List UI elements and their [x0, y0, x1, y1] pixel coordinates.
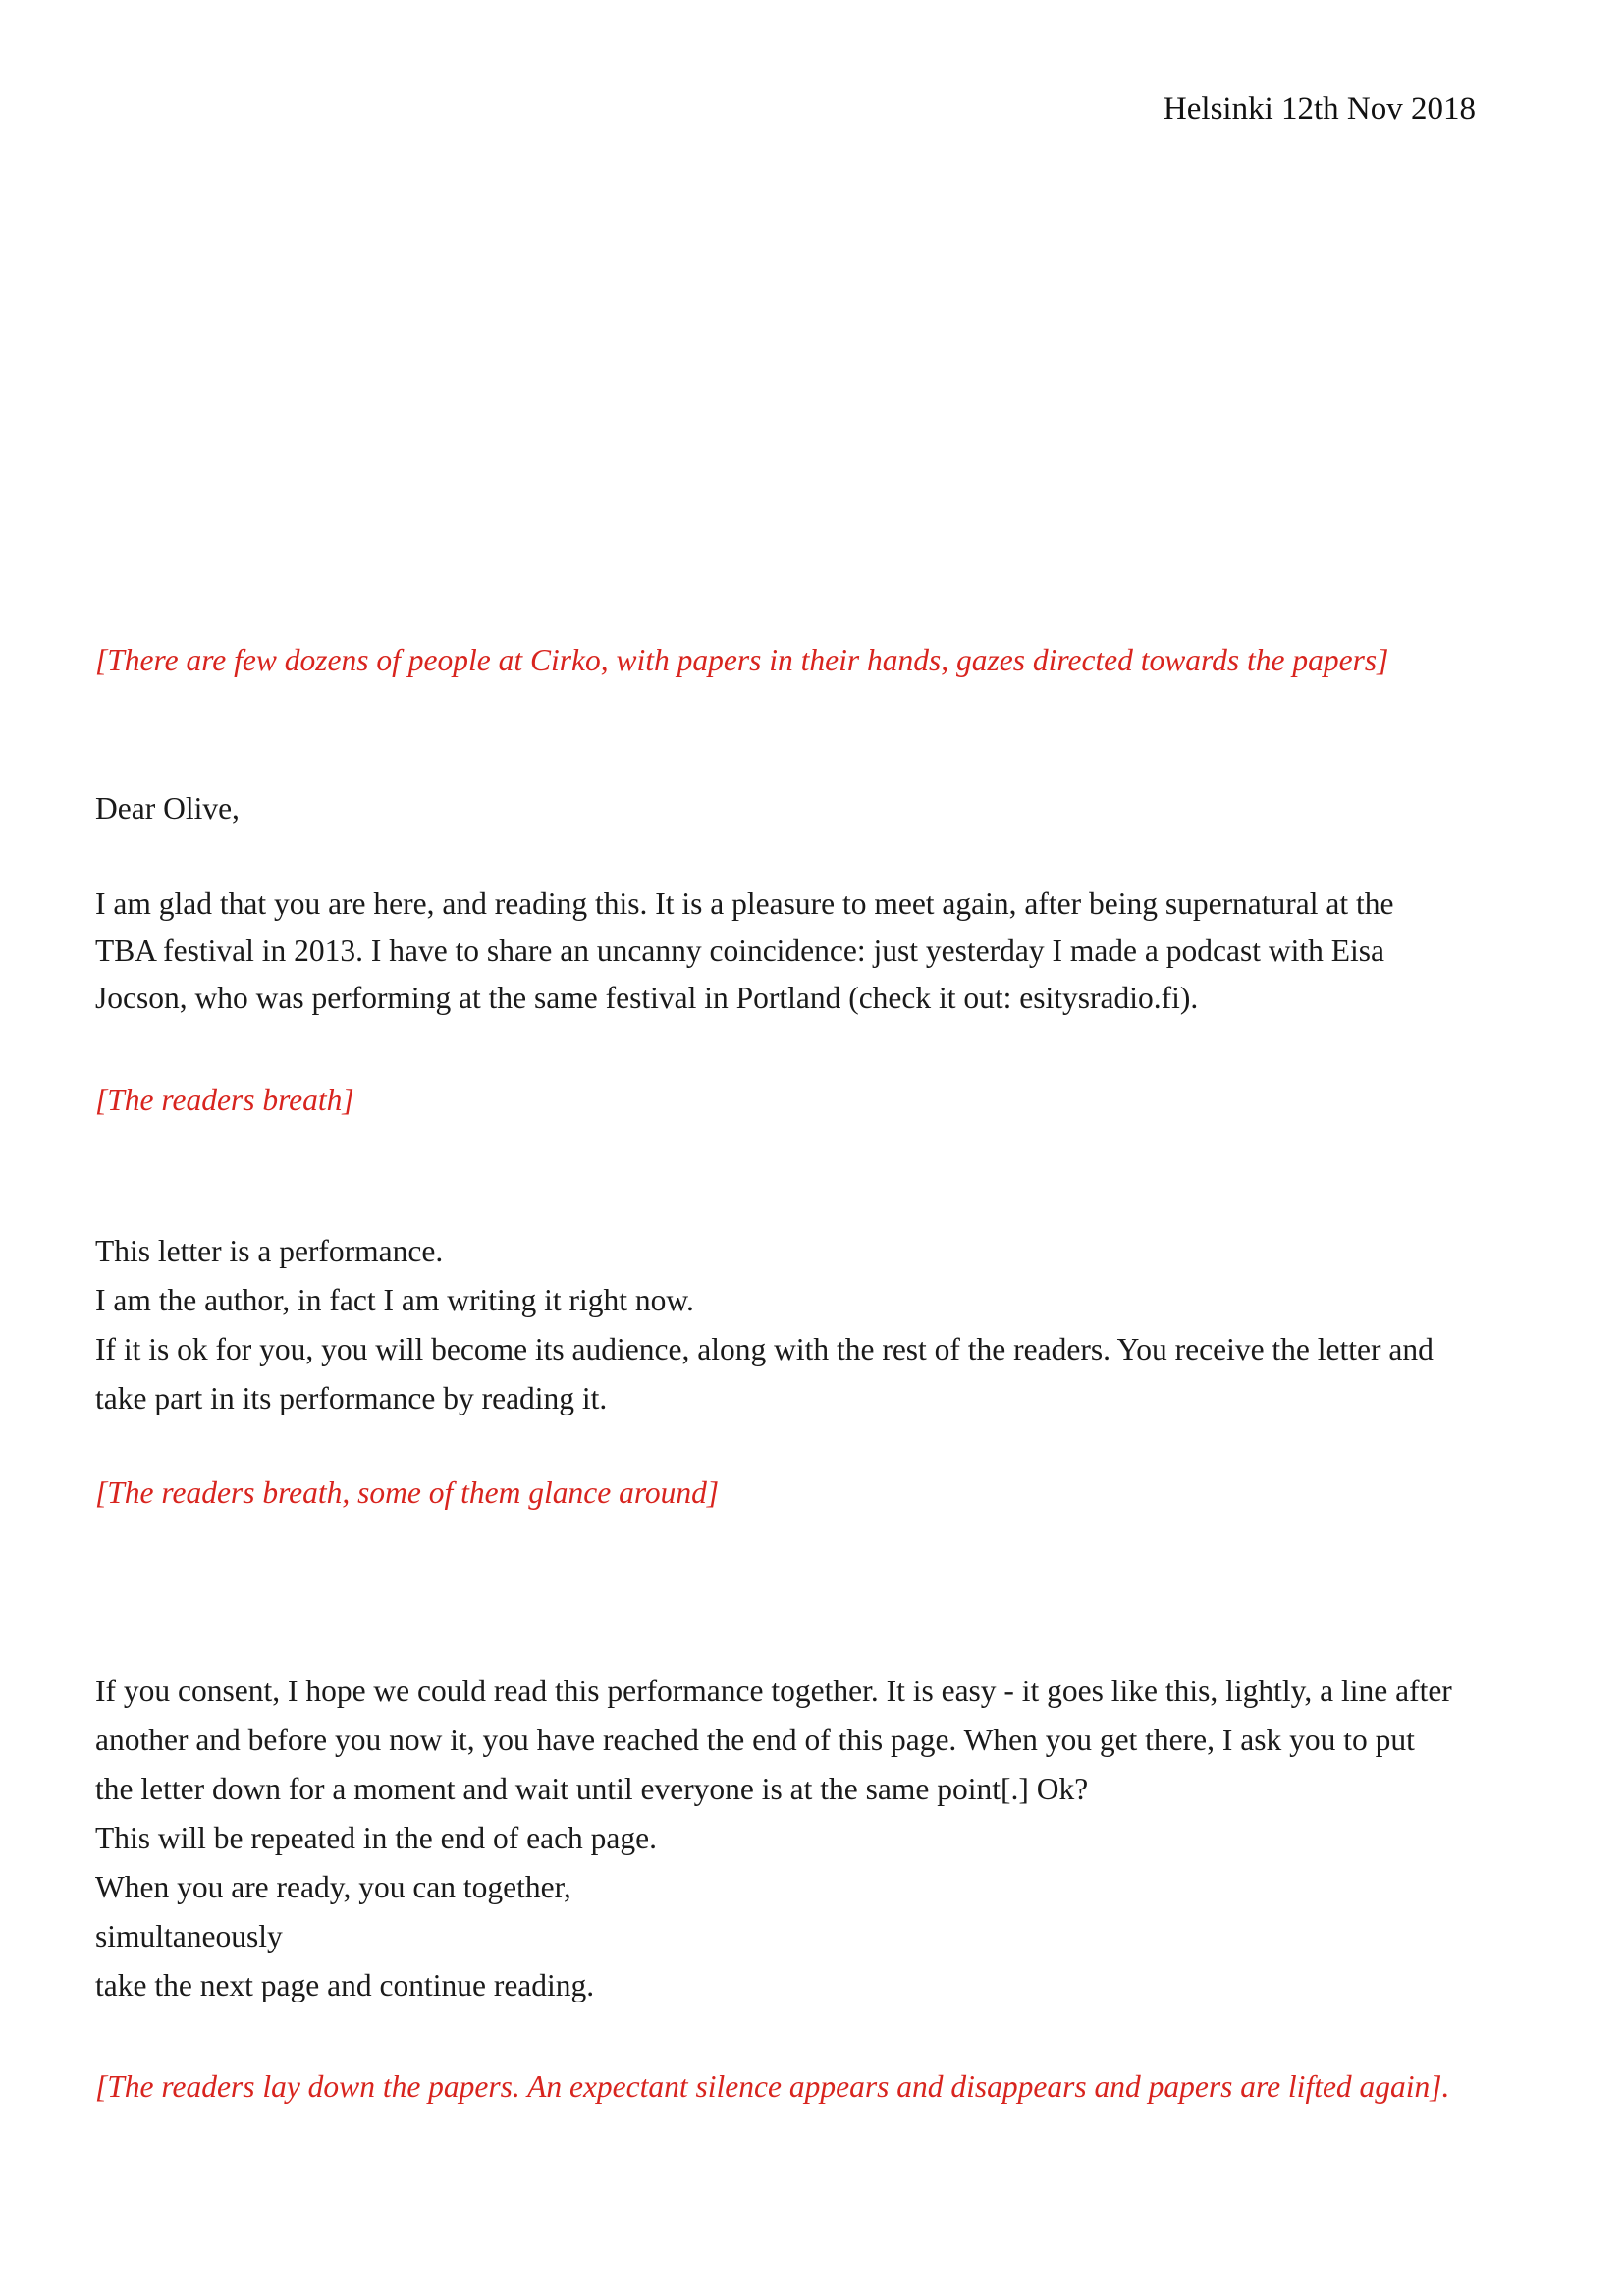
text-line: TBA festival in 2013. I have to share an uncanny coincidence: just yesterday I made a podcast with Eisa	[95, 934, 1384, 968]
dateline: Helsinki 12th Nov 2018	[1163, 91, 1476, 127]
text-line: take part in its performance by reading it.	[95, 1381, 608, 1415]
text-line: If it is ok for you, you will become its audience, along with the rest of the readers. You receive the letter and	[95, 1332, 1434, 1366]
text-line: simultaneously	[95, 1919, 283, 1953]
text-line: This will be repeated in the end of each page.	[95, 1821, 658, 1855]
stage-direction-breath-glance: [The readers breath, some of them glance around]	[95, 1475, 720, 1510]
salutation: Dear Olive,	[95, 791, 240, 826]
text-line: the letter down for a moment and wait until everyone is at the same point[.] Ok?	[95, 1772, 1089, 1806]
text-line: This letter is a performance.	[95, 1234, 444, 1268]
paragraph-2	[95, 1227, 1526, 1423]
stage-direction-closing: [The readers lay down the papers. An expectant silence appears and disappears and papers are lifted again].	[95, 2069, 1450, 2104]
text-line: I am glad that you are here, and reading this. It is a pleasure to meet again, after being supernatural at the	[95, 886, 1394, 921]
text-line: When you are ready, you can together,	[95, 1870, 571, 1904]
text-line: If you consent, I hope we could read this performance together. It is easy - it goes like this, lightly, a line after	[95, 1674, 1452, 1708]
paragraph-3	[95, 1667, 1526, 2010]
paragraph-1	[95, 881, 1526, 1022]
stage-direction-opening: [There are few dozens of people at Cirko, with papers in their hands, gazes directed towards the papers]	[95, 643, 1389, 677]
text-line: another and before you now it, you have reached the end of this page. When you get there, I ask you to put	[95, 1723, 1415, 1757]
text-line: Jocson, who was performing at the same festival in Portland (check it out: esitysradio.fi).	[95, 981, 1199, 1015]
text-line: I am the author, in fact I am writing it right now.	[95, 1283, 694, 1317]
stage-direction-breath: [The readers breath]	[95, 1083, 354, 1117]
text-line: take the next page and continue reading.	[95, 1968, 595, 2002]
